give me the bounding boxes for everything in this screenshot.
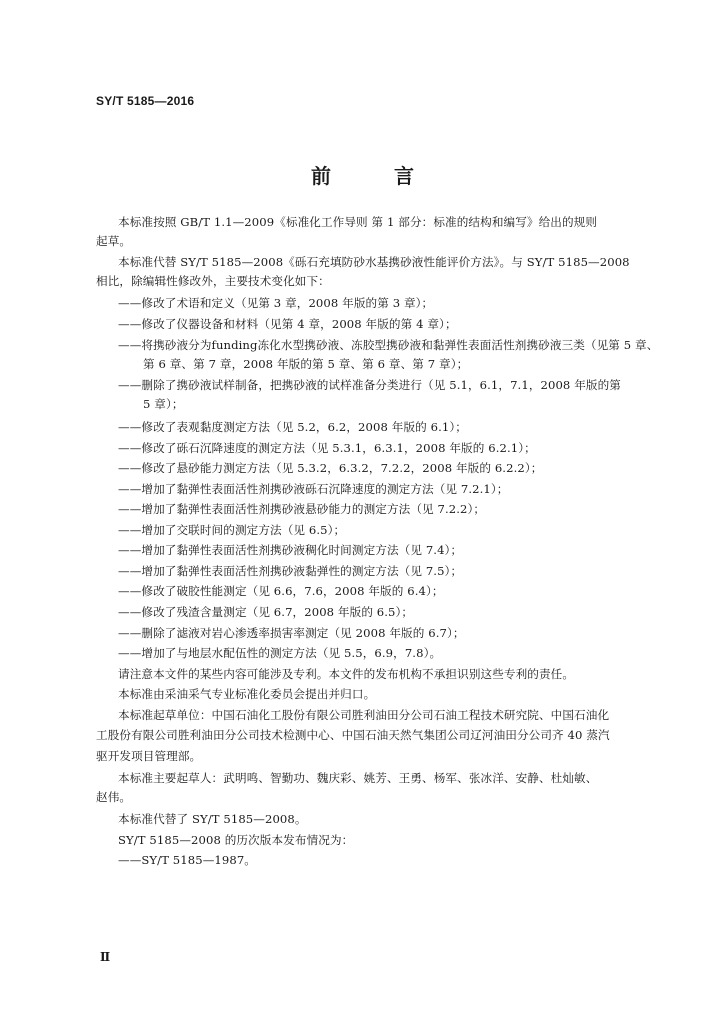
body-line: SY/T 5185—2008 的历次版本发布情况为： [118, 833, 354, 847]
body-line: ——增加了黏弹性表面活性剂携砂液稠化时间测定方法（见 7.4）； [118, 543, 463, 557]
body-line: 工股份有限公司胜利油田分公司技术检测中心、中国石油天然气集团公司辽河油田分公司齐 40 蒸汽 [96, 728, 610, 742]
body-line: 相比，除编辑性修改外，主要技术变化如下： [96, 274, 330, 288]
body-line: 本标准代替了 SY/T 5185—2008。 [118, 812, 307, 826]
body-line: 本标准按照 GB/T 1.1—2009《标准化工作导则 第 1 部分：标准的结构和编写》给出的规则 [118, 215, 598, 229]
body-line: ——修改了仪器设备和材料（见第 4 章，2008 年版的第 4 章）； [118, 317, 457, 331]
body-line: ——将携砂液分为funding冻化水型携砂液、冻胶型携砂液和黏弹性表面活性剂携砂液三类（见第 5 章、 [118, 338, 659, 352]
body-line: 本标准代替 SY/T 5185—2008《砾石充填防砂水基携砂液性能评价方法》。与 SY/T 5185—2008 [118, 255, 630, 269]
body-line: ——修改了砾石沉降速度的测定方法（见 5.3.1，6.3.1，2008 年版的 6.2.1）； [118, 441, 536, 455]
body-line: ——SY/T 5185—1987。 [118, 853, 257, 867]
page-title: 前 言 [311, 164, 442, 188]
body-line: ——增加了黏弹性表面活性剂携砂液砾石沉降速度的测定方法（见 7.2.1）； [118, 482, 509, 496]
body-line: 赵伟。 [96, 790, 132, 804]
body-line: 请注意本文件的某些内容可能涉及专利。本文件的发布机构不承担识别这些专利的责任。 [118, 667, 575, 681]
body-line: ——增加了与地层水配伍性的测定方法（见 5.5，6.9，7.8）。 [118, 646, 442, 660]
body-line: ——修改了术语和定义（见第 3 章，2008 年版的第 3 章）； [118, 296, 434, 310]
body-line: ——删除了携砂液试样制备，把携砂液的试样准备分类进行（见 5.1，6.1，7.1，2008 年版的第 [118, 378, 621, 392]
body-line: ——增加了交联时间的测定方法（见 6.5）； [118, 523, 346, 537]
body-line: ——修改了破胶性能测定（见 6.6，7.6，2008 年版的 6.4）； [118, 584, 444, 598]
body-line: 第 6 章、第 7 章，2008 年版的第 5 章、第 6 章、第 7 章）； [143, 357, 469, 371]
body-line: ——修改了残渣含量测定（见 6.7，2008 年版的 6.5）； [118, 605, 414, 619]
body-line: 本标准由采油采气专业标准化委员会提出并归口。 [118, 687, 376, 701]
body-line: 本标准主要起草人：武明鸣、智勤功、魏庆彩、姚芳、王勇、杨军、张冰洋、安静、杜灿敏、 [118, 771, 598, 785]
body-line: ——增加了黏弹性表面活性剂携砂液黏弹性的测定方法（见 7.5）； [118, 564, 463, 578]
body-line: 起草。 [96, 234, 132, 248]
body-line: 本标准起草单位：中国石油化工股份有限公司胜利油田分公司石油工程技术研究院、中国石油化 [118, 708, 610, 722]
body-line: ——修改了表观黏度测定方法（见 5.2，6.2，2008 年版的 6.1）； [118, 420, 467, 434]
page-number: Ⅱ [100, 950, 111, 964]
body-line: 5 章）； [143, 397, 184, 411]
body-line: 驱开发项目管理部。 [96, 749, 202, 763]
body-line: ——删除了滤液对岩心渗透率损害率测定（见 2008 年版的 6.7）； [118, 626, 465, 640]
body-line: ——增加了黏弹性表面活性剂携砂液悬砂能力的测定方法（见 7.2.2）； [118, 502, 486, 516]
standard-id: SY/T 5185—2016 [96, 94, 195, 108]
body-line: ——修改了悬砂能力测定方法（见 5.3.2，6.3.2，7.2.2，2008 年版的 6.2.2）； [118, 461, 543, 475]
